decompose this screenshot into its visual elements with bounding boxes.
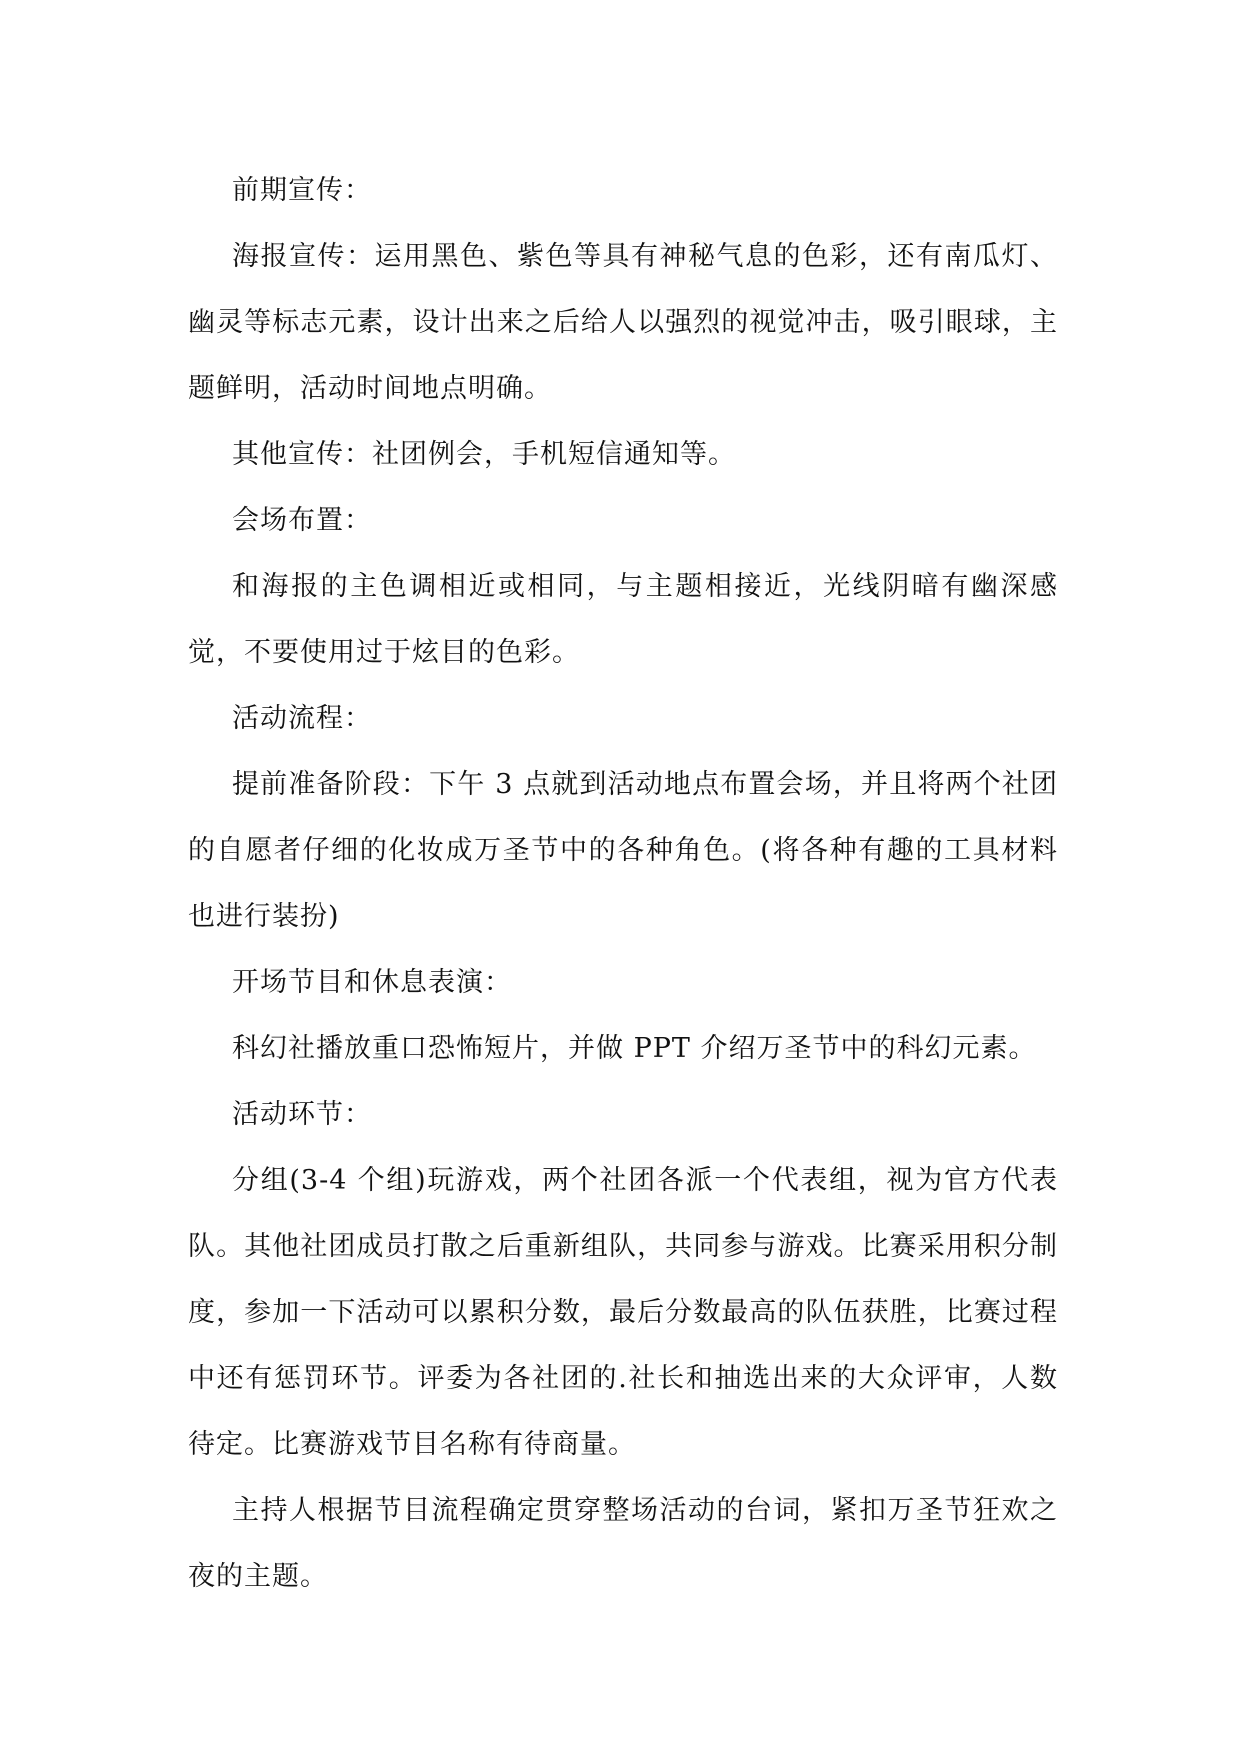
document-body [188, 158, 1058, 1610]
paragraph-venue-setup: 和海报的主色调相近或相同，与主题相接近，光线阴暗有幽深感觉，不要使用过于炫目的色彩。 [188, 571, 1058, 668]
paragraph-poster-publicity: 海报宣传：运用黑色、紫色等具有神秘气息的色彩，还有南瓜灯、幽灵等标志元素，设计出来之后给人以强烈的视觉冲击，吸引眼球，主题鲜明，活动时间地点明确。 [188, 241, 1058, 404]
heading-publicity: 前期宣传： [232, 175, 372, 206]
paragraph-opening-show: 科幻社播放重口恐怖短片，并做 PPT 介绍万圣节中的科幻元素。 [232, 1033, 1037, 1064]
paragraph-host-script: 主持人根据节目流程确定贯穿整场活动的台词，紧扣万圣节狂欢之夜的主题。 [188, 1495, 1058, 1592]
heading-activity-section: 活动环节： [232, 1099, 372, 1130]
heading-opening-show: 开场节目和休息表演： [232, 967, 512, 998]
paragraph-other-publicity: 其他宣传：社团例会，手机短信通知等。 [232, 439, 736, 470]
heading-venue-setup: 会场布置： [232, 505, 372, 536]
paragraph-preparation: 提前准备阶段：下午 3 点就到活动地点布置会场，并且将两个社团的自愿者仔细的化妆成万圣节中的各种角色。(将各种有趣的工具材料也进行装扮) [188, 769, 1058, 932]
paragraph-group-games: 分组(3-4 个组)玩游戏，两个社团各派一个代表组，视为官方代表队。其他社团成员打散之后重新组队，共同参与游戏。比赛采用积分制度，参加一下活动可以累积分数，最后分数最高的队伍获胜，比赛过程中还有惩罚环节。评委为各社团的.社长和抽选出来的大众评审，人数待定。比赛游戏节目名称有待商量。 [188, 1165, 1058, 1460]
heading-activity-flow: 活动流程： [232, 703, 372, 734]
